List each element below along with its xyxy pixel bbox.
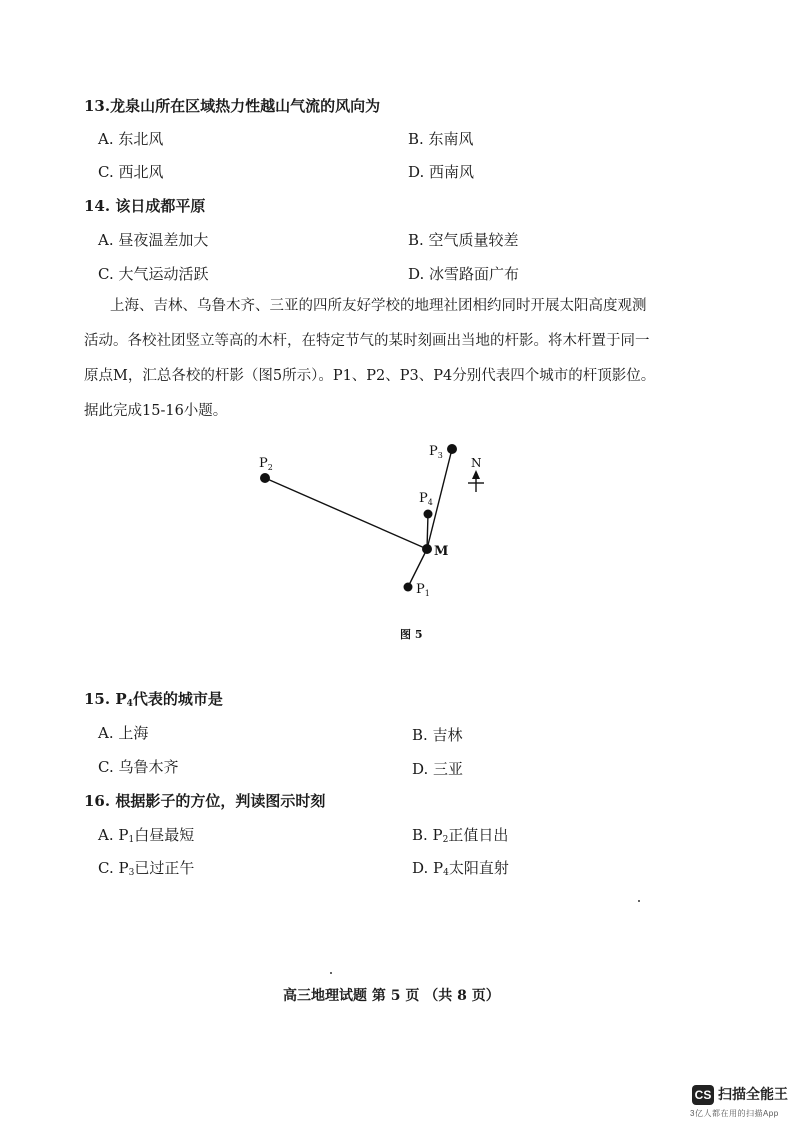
question-14-option-d: D. 冰雪路面广布 (408, 265, 520, 283)
passage-line-1: 上海、吉林、乌鲁木齐、三亚的四所友好学校的地理社团相约同时开展太阳高度观测 (110, 298, 647, 314)
label-p3: $P_3$ (429, 444, 443, 460)
option-a-text: 白昼最短 (134, 826, 195, 844)
question-15-option-b: B. 吉林 (412, 726, 463, 744)
point-p2 (260, 473, 270, 483)
option-a-prefix: A. P (98, 826, 129, 844)
point-p3 (447, 444, 457, 454)
question-15-option-d: D. 三亚 (412, 760, 464, 778)
camscanner-logo-icon: CS (692, 1085, 714, 1105)
passage-line-3: 原点M，汇总各校的杆影（图5所示）。P1、P2、P3、P4分别代表四个城市的杆顶影位。 (84, 368, 656, 384)
watermark-tagline: 3亿人都在用的扫描App (690, 1109, 779, 1118)
option-d-text: 太阳直射 (448, 859, 509, 877)
passage-line-4: 据此完成15-16小题。 (84, 403, 228, 419)
shadow-line-p4 (427, 514, 428, 549)
question-16-option-c (98, 858, 194, 878)
question-14-option-a: A. 昼夜温差加大 (98, 231, 209, 249)
question-13-option-a: A. 东北风 (98, 130, 164, 148)
question-14-option-c: C. 大气运动活跃 (98, 265, 209, 283)
point-p4 (424, 510, 433, 519)
option-c-subscript: 3 (128, 868, 135, 878)
scan-speck (330, 972, 332, 974)
label-north: N (471, 456, 482, 470)
label-p2: $P_2$ (259, 456, 273, 472)
option-c-text: 已过正午 (134, 859, 195, 877)
question-13-option-d: D. 西南风 (408, 163, 475, 181)
question-15-stem (84, 689, 223, 709)
watermark-app-name: 扫描全能王 (718, 1086, 788, 1102)
page-footer: 高三地理试题 第 5 页 （共 8 页） (283, 988, 500, 1004)
option-b-text: 正值日出 (448, 826, 509, 844)
label-m: M (434, 544, 449, 559)
question-13-stem: 13.龙泉山所在区域热力性越山气流的风向为 (84, 97, 381, 115)
label-p1: $P_1$ (416, 582, 430, 598)
figure-caption: 图 5 (400, 628, 423, 641)
scan-speck (638, 900, 640, 902)
question-16-option-b (412, 825, 508, 845)
option-c-prefix: C. P (98, 859, 129, 877)
option-d-prefix: D. P (412, 859, 444, 877)
option-d-subscript: 4 (443, 868, 449, 878)
shadow-line-p2 (265, 478, 427, 549)
option-b-prefix: B. P (412, 826, 443, 844)
question-13-option-c: C. 西北风 (98, 163, 164, 181)
question-16-option-a (98, 825, 194, 845)
question-15-stem-text: 代表的城市是 (132, 690, 223, 708)
option-a-subscript: 1 (128, 835, 135, 845)
question-15-option-c: C. 乌鲁木齐 (98, 758, 179, 776)
question-16-option-d (412, 858, 509, 878)
north-arrow-head-icon (472, 470, 480, 479)
question-14-option-b: B. 空气质量较差 (408, 231, 519, 249)
point-p1 (404, 583, 413, 592)
question-15-stem-subscript: 4 (126, 699, 133, 709)
question-15-option-a: A. 上海 (98, 724, 149, 742)
label-p4: $P_4$ (419, 491, 433, 507)
point-m (422, 544, 432, 554)
passage-line-2: 活动。各校社团竖立等高的木杆，在特定节气的某时刻画出当地的杆影。将木杆置于同一 (84, 333, 650, 349)
question-13-option-b: B. 东南风 (408, 130, 474, 148)
question-16-stem: 16. 根据影子的方位，判读图示时刻 (84, 792, 326, 810)
question-15-stem-prefix: 15. P (84, 690, 127, 708)
option-b-subscript: 2 (442, 835, 449, 845)
question-14-stem: 14. 该日成都平原 (84, 197, 206, 215)
